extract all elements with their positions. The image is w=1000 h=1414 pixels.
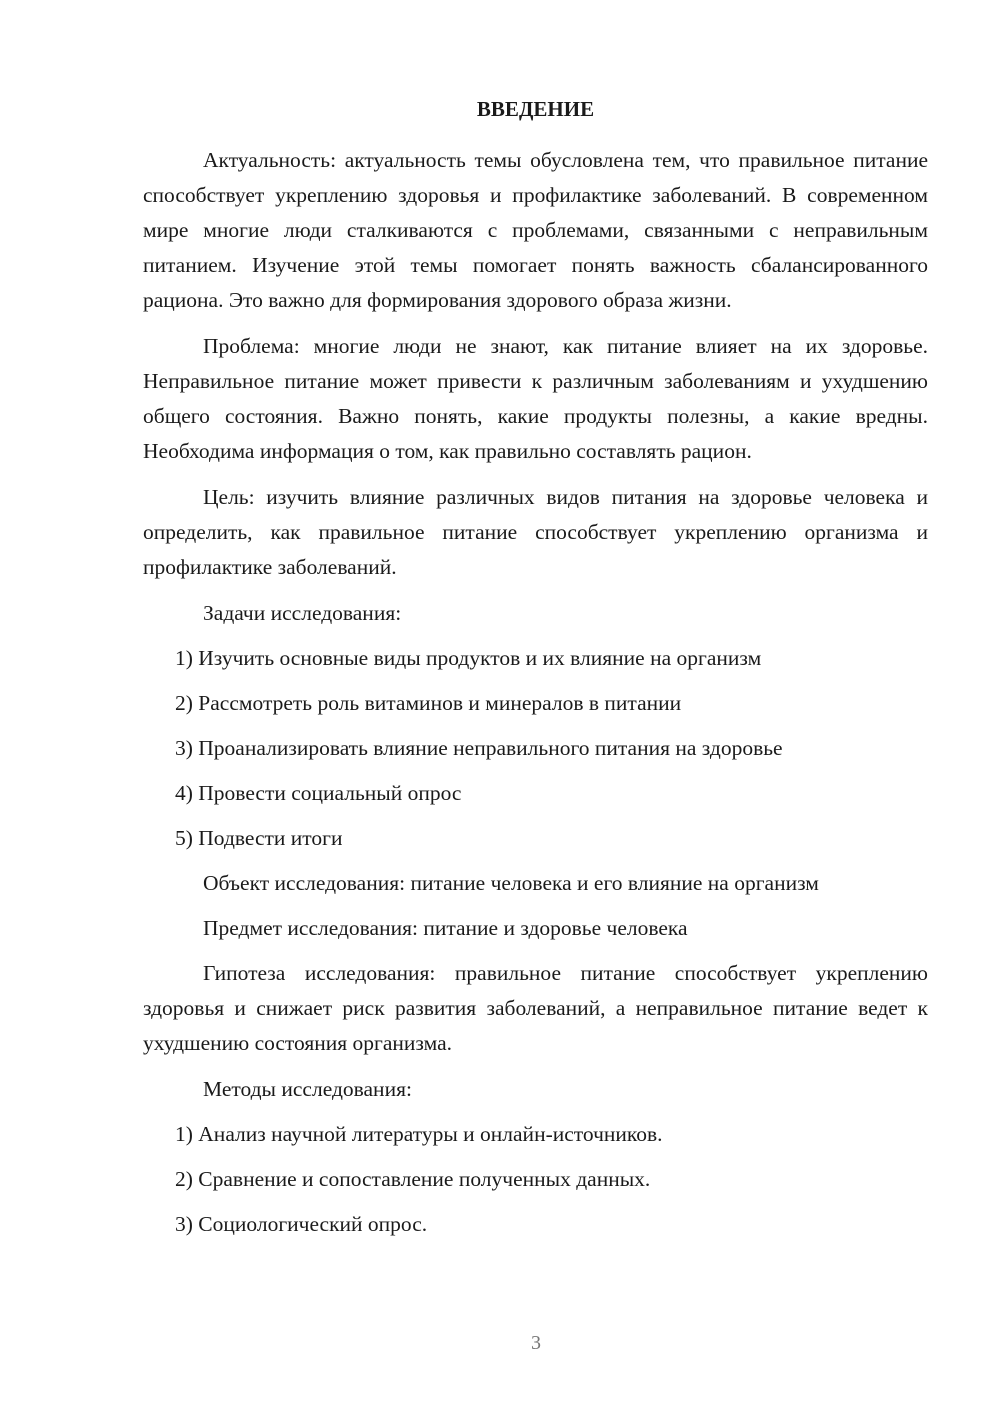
tasks-list xyxy=(143,641,928,856)
methods-list xyxy=(143,1117,928,1242)
tasks-heading: Задачи исследования: xyxy=(203,601,402,625)
method-item: 1) Анализ научной литературы и онлайн-источников. xyxy=(175,1122,663,1146)
method-item: 3) Социологический опрос. xyxy=(175,1212,428,1236)
task-item: 3) Проанализировать влияние неправильного питания на здоровье xyxy=(175,736,783,760)
problem-paragraph: Проблема: многие люди не знают, как питание влияет на их здоровье. Неправильное питание может привести к различным заболеваниям и ухудшению общего состояния. Важно понять, какие продукты полезны, а какие вредны. Необходима информация о том, как правильно составлять рацион. xyxy=(143,334,928,463)
section-title: ВВЕДЕНИЕ xyxy=(476,97,595,121)
hypothesis-paragraph: Гипотеза исследования: правильное питание способствует укреплению здоровья и снижает риск развития заболеваний, а неправильное питание ведет к ухудшению состояния организма. xyxy=(143,961,928,1055)
goal-paragraph: Цель: изучить влияние различных видов питания на здоровье человека и определить, как правильное питание способствует укреплению организма и профилактике заболеваний. xyxy=(143,485,928,579)
task-item: 5) Подвести итоги xyxy=(175,826,343,850)
page-number: 3 xyxy=(531,1332,541,1354)
methods-heading: Методы исследования: xyxy=(203,1077,412,1101)
relevance-paragraph: Актуальность: актуальность темы обусловлена тем, что правильное питание способствует укреплению здоровья и профилактике заболеваний. В современном мире многие люди сталкиваются с проблемами, связанными с неправильным питанием. Изучение этой темы помогает понять важность сбалансированного рациона. Это важно для формирования здорового образа жизни. xyxy=(143,148,928,312)
task-item: 1) Изучить основные виды продуктов и их влияние на организм xyxy=(175,646,762,670)
page-content xyxy=(143,92,928,1252)
task-item: 4) Провести социальный опрос xyxy=(175,781,462,805)
object-line: Объект исследования: питание человека и его влияние на организм xyxy=(203,871,819,895)
subject-line: Предмет исследования: питание и здоровье человека xyxy=(203,916,688,940)
task-item: 2) Рассмотреть роль витаминов и минералов в питании xyxy=(175,691,682,715)
method-item: 2) Сравнение и сопоставление полученных данных. xyxy=(175,1167,651,1191)
